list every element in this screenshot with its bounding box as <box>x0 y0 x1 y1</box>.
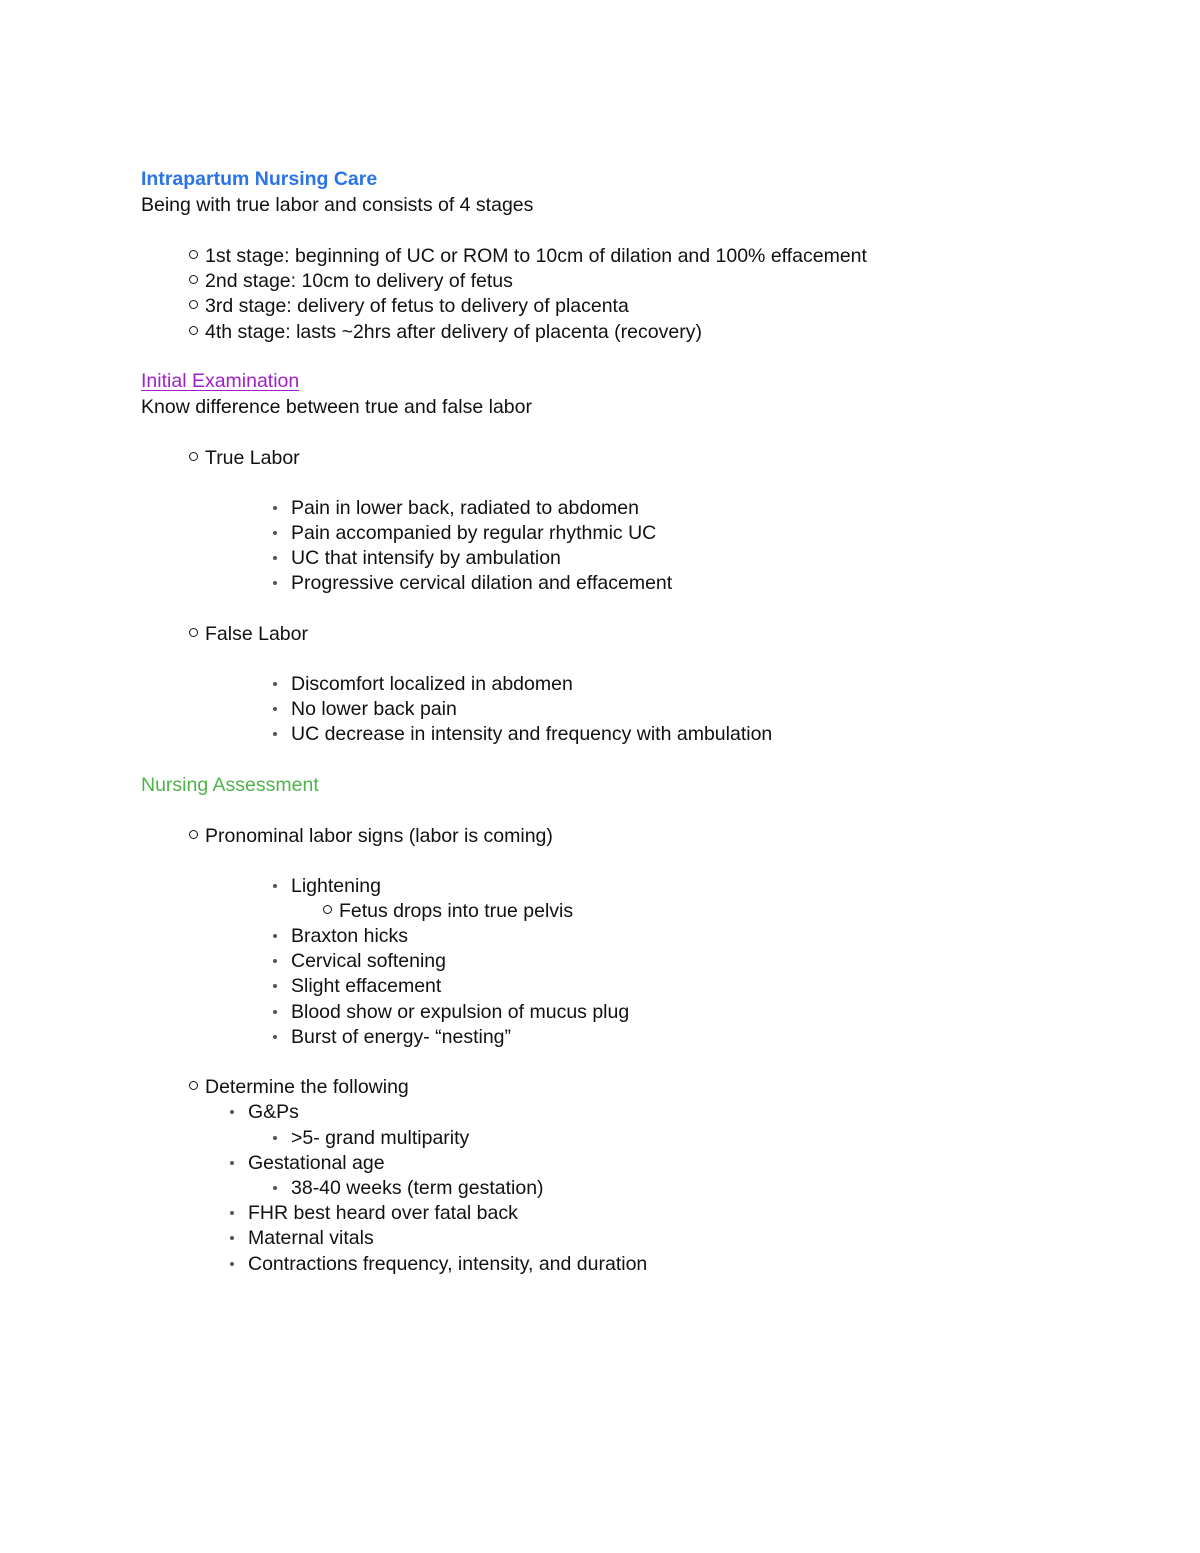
list-item-text: Lightening <box>291 875 381 897</box>
bullet-dot-icon <box>273 1136 277 1140</box>
list-item <box>273 1025 511 1049</box>
hollow-circle-bullet-icon <box>189 628 198 637</box>
bullet-dot-icon <box>230 1236 234 1240</box>
hollow-circle-bullet-icon <box>189 452 198 461</box>
stage-text: 1st stage: beginning of UC or ROM to 10cm of dilation and 100% effacement <box>205 245 867 267</box>
list-item-text: Pain accompanied by regular rhythmic UC <box>291 522 657 544</box>
bullet-dot-icon <box>230 1211 234 1215</box>
stage-text: 2nd stage: 10cm to delivery of fetus <box>205 270 513 292</box>
page-title: Intrapartum Nursing Care <box>141 168 378 190</box>
list-item <box>273 949 446 973</box>
stage-item <box>189 294 629 318</box>
list-item <box>273 546 561 570</box>
pronominal-label: Pronominal labor signs (labor is coming) <box>205 825 553 847</box>
bullet-dot-icon <box>273 707 277 711</box>
bullet-dot-icon <box>273 556 277 560</box>
hollow-circle-bullet-icon <box>189 250 198 259</box>
list-item <box>273 874 381 898</box>
list-item <box>230 1151 385 1175</box>
sub-list-item-text: >5- grand multiparity <box>291 1127 470 1149</box>
sub-list-item <box>273 1126 469 1150</box>
list-item <box>230 1201 518 1225</box>
list-item-text: UC decrease in intensity and frequency with ambulation <box>291 723 773 745</box>
stage-text: 3rd stage: delivery of fetus to delivery of placenta <box>205 295 629 317</box>
list-item <box>230 1252 647 1276</box>
list-item-text: Cervical softening <box>291 950 446 972</box>
stage-item <box>189 320 702 344</box>
list-item-text: G&Ps <box>248 1101 299 1123</box>
bullet-dot-icon <box>273 1010 277 1014</box>
list-item <box>230 1226 374 1250</box>
list-item-text: Blood show or expulsion of mucus plug <box>291 1001 630 1023</box>
initial-exam-heading: Initial Examination <box>141 370 300 392</box>
bullet-dot-icon <box>273 1035 277 1039</box>
list-item <box>273 672 573 696</box>
sub-list-item-text: Fetus drops into true pelvis <box>339 900 574 922</box>
list-item <box>273 722 772 746</box>
list-item-text: Braxton hicks <box>291 925 409 947</box>
bullet-dot-icon <box>273 1186 277 1190</box>
sub-list-item-text: 38-40 weeks (term gestation) <box>291 1177 544 1199</box>
bullet-dot-icon <box>273 959 277 963</box>
bullet-dot-icon <box>273 934 277 938</box>
bullet-dot-icon <box>273 581 277 585</box>
nursing-assessment-heading: Nursing Assessment <box>141 774 319 796</box>
bullet-dot-icon <box>230 1262 234 1266</box>
bullet-dot-icon <box>273 682 277 686</box>
false-labor-label: False Labor <box>205 623 308 645</box>
list-item <box>273 974 441 998</box>
list-item-text: Pain in lower back, radiated to abdomen <box>291 497 639 519</box>
hollow-circle-bullet-icon <box>189 300 198 309</box>
stage-item <box>189 244 867 268</box>
sub-list-item <box>323 899 573 923</box>
list-item <box>273 697 457 721</box>
bullet-dot-icon <box>273 884 277 888</box>
list-item-text: UC that intensify by ambulation <box>291 547 561 569</box>
true-labor-label: True Labor <box>205 447 300 469</box>
hollow-circle-bullet-icon <box>189 326 198 335</box>
bullet-dot-icon <box>273 531 277 535</box>
hollow-circle-bullet-icon <box>323 905 332 914</box>
list-item <box>273 496 639 520</box>
list-item <box>273 924 408 948</box>
bullet-dot-icon <box>273 506 277 510</box>
list-item-text: Gestational age <box>248 1152 385 1174</box>
list-item-text: Discomfort localized in abdomen <box>291 673 573 695</box>
hollow-circle-bullet-icon <box>189 1081 198 1090</box>
initial-exam-intro: Know difference between true and false labor <box>141 396 532 418</box>
list-item-text: Slight effacement <box>291 975 442 997</box>
true-labor-item <box>189 446 300 470</box>
determine-label: Determine the following <box>205 1076 409 1098</box>
bullet-dot-icon <box>230 1161 234 1165</box>
bullet-dot-icon <box>273 732 277 736</box>
bullet-dot-icon <box>230 1110 234 1114</box>
intro-text: Being with true labor and consists of 4 stages <box>141 194 534 216</box>
list-item <box>230 1100 299 1124</box>
sub-list-item <box>273 1176 544 1200</box>
list-item <box>273 571 672 595</box>
list-item-text: No lower back pain <box>291 698 457 720</box>
false-labor-item <box>189 622 308 646</box>
list-item-text: FHR best heard over fatal back <box>248 1202 518 1224</box>
determine-item <box>189 1075 409 1099</box>
list-item-text: Progressive cervical dilation and effacement <box>291 572 673 594</box>
list-item <box>273 1000 629 1024</box>
hollow-circle-bullet-icon <box>189 275 198 284</box>
list-item <box>273 521 656 545</box>
pronominal-item <box>189 824 553 848</box>
hollow-circle-bullet-icon <box>189 830 198 839</box>
stage-item <box>189 269 513 293</box>
bullet-dot-icon <box>273 984 277 988</box>
list-item-text: Contractions frequency, intensity, and duration <box>248 1253 648 1275</box>
list-item-text: Maternal vitals <box>248 1227 374 1249</box>
stage-text: 4th stage: lasts ~2hrs after delivery of placenta (recovery) <box>205 321 702 343</box>
list-item-text: Burst of energy- “nesting” <box>291 1026 512 1048</box>
